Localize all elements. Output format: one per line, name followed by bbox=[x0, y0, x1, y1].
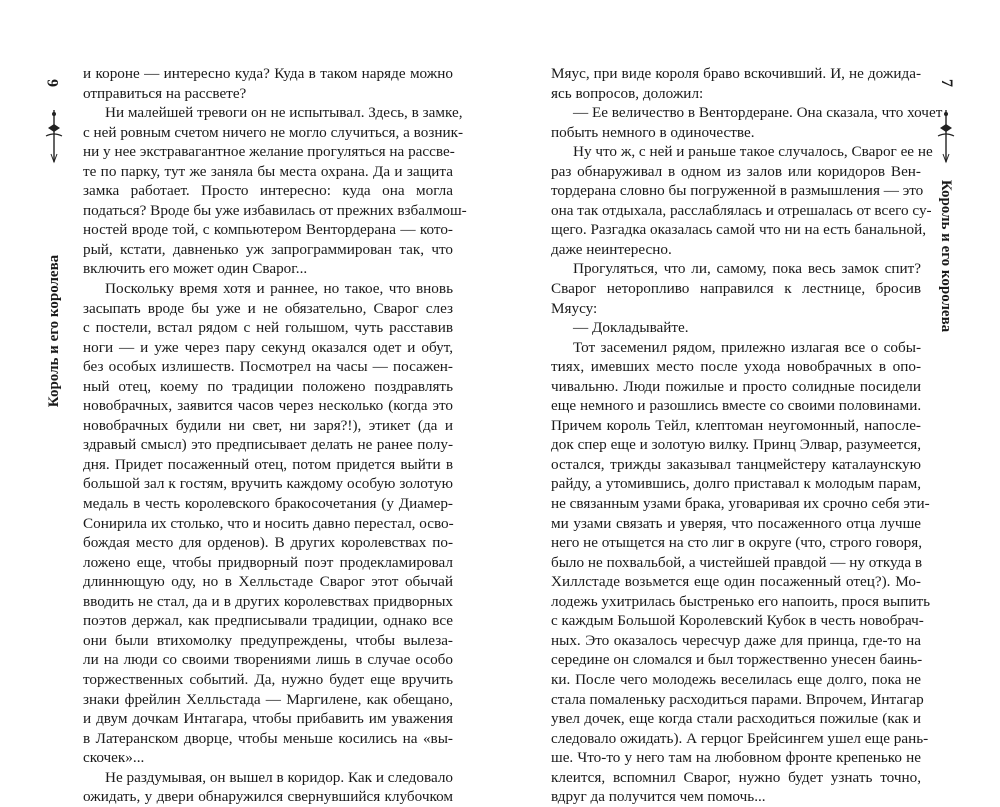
left-page-number: 6 bbox=[45, 79, 62, 87]
sword-ornament-icon bbox=[40, 106, 68, 166]
text-line: Сонирила их столько, что и носить давно перестал, осво- bbox=[83, 514, 454, 532]
text-line: тордерана словно бы погруженной в размышления — это bbox=[551, 182, 924, 200]
text-line: ных. Это оказалось чересчур даже для принца, где-то на bbox=[551, 631, 921, 649]
text-line: новобрачных будили ни свет, ни заря?!), этикет (да и bbox=[83, 416, 453, 434]
text-line: даже неинтересно. bbox=[551, 240, 672, 258]
text-line: Не раздумывая, он вышел в коридор. Как и следовало bbox=[105, 768, 453, 786]
text-line: дня. Придет посаженный отец, потом придется выйти в bbox=[83, 455, 453, 473]
text-line: побыть немного в одиночестве. bbox=[551, 123, 755, 141]
text-line: — Докладывайте. bbox=[573, 319, 689, 337]
text-line: ше. Что-то у него там на любовном фронте крепенько не bbox=[551, 749, 921, 767]
right-running-title: Король и его королева bbox=[938, 179, 954, 333]
text-line: Сварог неторопливо направился к лестнице, бросив bbox=[551, 280, 921, 298]
left-running-title: Король и его королева bbox=[46, 254, 62, 408]
text-line: клеится, вспомнил Сварог, нужно будет узнать точно, bbox=[551, 768, 921, 786]
text-line: следовало ожидать). А герцог Брейсингем ушел еще рань- bbox=[551, 729, 929, 747]
text-line: замка работает. Просто интересно: куда она могла bbox=[83, 182, 453, 200]
text-line: она так отдыхала, расслаблялась и отрешалась от всего су- bbox=[551, 201, 932, 219]
text-line: медаль в честь королевского бракосочетания (у Диамер- bbox=[83, 495, 453, 513]
text-line: не связанным узами брака, уговаривая их срочно себя эти- bbox=[551, 495, 930, 513]
text-line: здравый смысл) это предписывает делать не ранее полу- bbox=[83, 436, 453, 454]
text-line: ложено еще, чтобы придворный поэт продекламировал bbox=[83, 553, 453, 571]
text-line: ожидать, у двери обнаружился свернувшийся клубочком bbox=[83, 788, 453, 806]
text-line: податься? Вроде бы уже избавилась от прежних взбалмош- bbox=[83, 201, 467, 219]
text-line: вводить не стал, да и в других королевствах придворных bbox=[83, 592, 453, 610]
text-line: они были втихомолку предупреждены, чтобы вылеза- bbox=[83, 631, 453, 649]
text-line: Мяус, при виде короля браво вскочивший. И, не дожида- bbox=[551, 65, 921, 82]
text-line: Хиллстаде возьмется еще один посаженный отец?). Мо- bbox=[551, 573, 921, 591]
text-line: и короне — интересно куда? Куда в таком наряде можно bbox=[83, 65, 453, 82]
text-line: Поскольку время хотя и раннее, но такое, что вновь bbox=[105, 280, 453, 298]
text-line: было не похвальбой, а чистейшей правдой — ну откуда в bbox=[551, 553, 923, 571]
text-line: большой зал к гостям, вручить каждому особую золотую bbox=[83, 475, 453, 493]
text-line: новобрачных, заявится часов через несколько (когда это bbox=[83, 397, 453, 415]
text-line: ясь вопросов, доложил: bbox=[551, 84, 704, 102]
text-line: с ней ровным счетом ничего не могло случиться, а возник- bbox=[83, 123, 464, 141]
text-line: без особых излишеств. Посмотрел на часы — посажен- bbox=[83, 358, 453, 376]
text-line: отправиться на рассвете? bbox=[83, 84, 247, 102]
left-page bbox=[0, 0, 500, 806]
text-line: бождая место для орденов). В других королевствах по- bbox=[83, 534, 453, 552]
text-line: вдруг да получится чем помочь... bbox=[551, 788, 766, 806]
text-line: ни у нее экстравагантное желание прогуляться на рассве- bbox=[83, 143, 455, 161]
text-line: раз обнаруживал в одном из залов или коридоров Вен- bbox=[551, 162, 921, 180]
right-body-text bbox=[551, 64, 943, 807]
text-line: середине он сломался и был торжественно унесен баинь- bbox=[551, 651, 923, 669]
text-line: в Латеранском дворце, чтобы меньше косились на «вы- bbox=[83, 729, 453, 747]
text-line: щего. Разгадка оказалась самой что ни на есть банальной, bbox=[551, 221, 927, 239]
right-page bbox=[500, 0, 1000, 806]
text-line: рый, кстати, давненько уж запрограммирован так, что bbox=[83, 240, 453, 258]
text-line: с каждым Большой Королевский Кубок в честь новобрач- bbox=[551, 612, 924, 630]
text-line: ный отец, коему по традиции положено поздравлять bbox=[83, 377, 453, 395]
text-line: — Ее величество в Вентордеране. Она сказала, что хочет bbox=[573, 104, 943, 122]
text-line: знаки фрейлин Хелльстада — Маргилене, как обещано, bbox=[83, 690, 453, 708]
text-line: лодежь ухитрилась быстренько его напоить, прося выпить bbox=[551, 592, 931, 610]
text-line: включить его может один Сварог... bbox=[83, 260, 308, 278]
text-line: чивальню. Люди пожилые и просто солидные посидели bbox=[551, 377, 921, 395]
text-line: стала помаленьку расходиться парами. Впрочем, Интагар bbox=[551, 690, 924, 708]
text-line: поэтов держал, как предписывали традиции, однако все bbox=[83, 612, 453, 630]
right-page-number: 7 bbox=[938, 79, 955, 87]
text-line: Причем король Тейл, клептоман неугомонный, напосле- bbox=[551, 416, 921, 434]
text-line: ми узами связать и уверяя, что посаженного отца лучше bbox=[551, 514, 921, 532]
text-line: райду, а утомившись, долго приставал к молодым парам, bbox=[551, 475, 921, 493]
text-line: Тот засеменил рядом, прилежно излагая все о собы- bbox=[573, 338, 921, 356]
text-line: с постели, встал рядом с ней голышом, чуть расставив bbox=[83, 319, 453, 337]
text-line: длиннющую оду, но в Хелльстаде Сварог этот обычай bbox=[83, 573, 453, 591]
left-body-text bbox=[83, 64, 467, 807]
text-line: Ну что ж, с ней и раньше такое случалось, Сварог ее не bbox=[573, 143, 933, 161]
right-running-head bbox=[932, 79, 960, 526]
text-line: тиях, имевших место после ухода новобрачных в опо- bbox=[551, 358, 921, 376]
text-line: док спер еще и золотую вилку. Принц Элвар, разумеется, bbox=[551, 436, 921, 454]
text-line: ки. После чего молодежь веселилась еще долго, пока не bbox=[551, 670, 921, 688]
text-line: ноги — и уже через пару секунд оказался одет и обут, bbox=[83, 338, 453, 356]
text-line: ностей вроде той, с компьютером Вентордерана — кото- bbox=[83, 221, 453, 239]
text-line: него не отыщется на сто лиг в округе (что, строго говоря, bbox=[551, 534, 923, 552]
left-running-head bbox=[40, 79, 68, 526]
text-line: те по парку, тут же заняла бы места охрана. Да и защита bbox=[83, 162, 453, 180]
text-line: остался, трижды заказывал танцмейстеру каталаунскую bbox=[551, 455, 921, 473]
text-line: засыпать вроде бы уже и не обязательно, Сварог слез bbox=[83, 299, 453, 317]
text-line: Мяусу: bbox=[551, 299, 598, 317]
text-line: скочек»... bbox=[83, 749, 145, 767]
text-line: и двум дочкам Интагара, чтобы прибавить им уважения bbox=[83, 710, 453, 728]
text-line: Ни малейшей тревоги он не испытывал. Здесь, в замке, bbox=[105, 104, 463, 122]
text-line: еще немного и разошлись вместе со своими половинами. bbox=[551, 397, 922, 415]
text-line: увел дочек, еще когда стали расходиться пожилые (как и bbox=[551, 710, 921, 728]
text-line: ли на люди со своими творениями лишь в случае особо bbox=[83, 651, 453, 669]
text-line: Прогуляться, что ли, самому, пока весь замок спит? bbox=[573, 260, 921, 278]
text-line: торжественных событий. Да, нужно будет еще вручить bbox=[83, 670, 453, 688]
